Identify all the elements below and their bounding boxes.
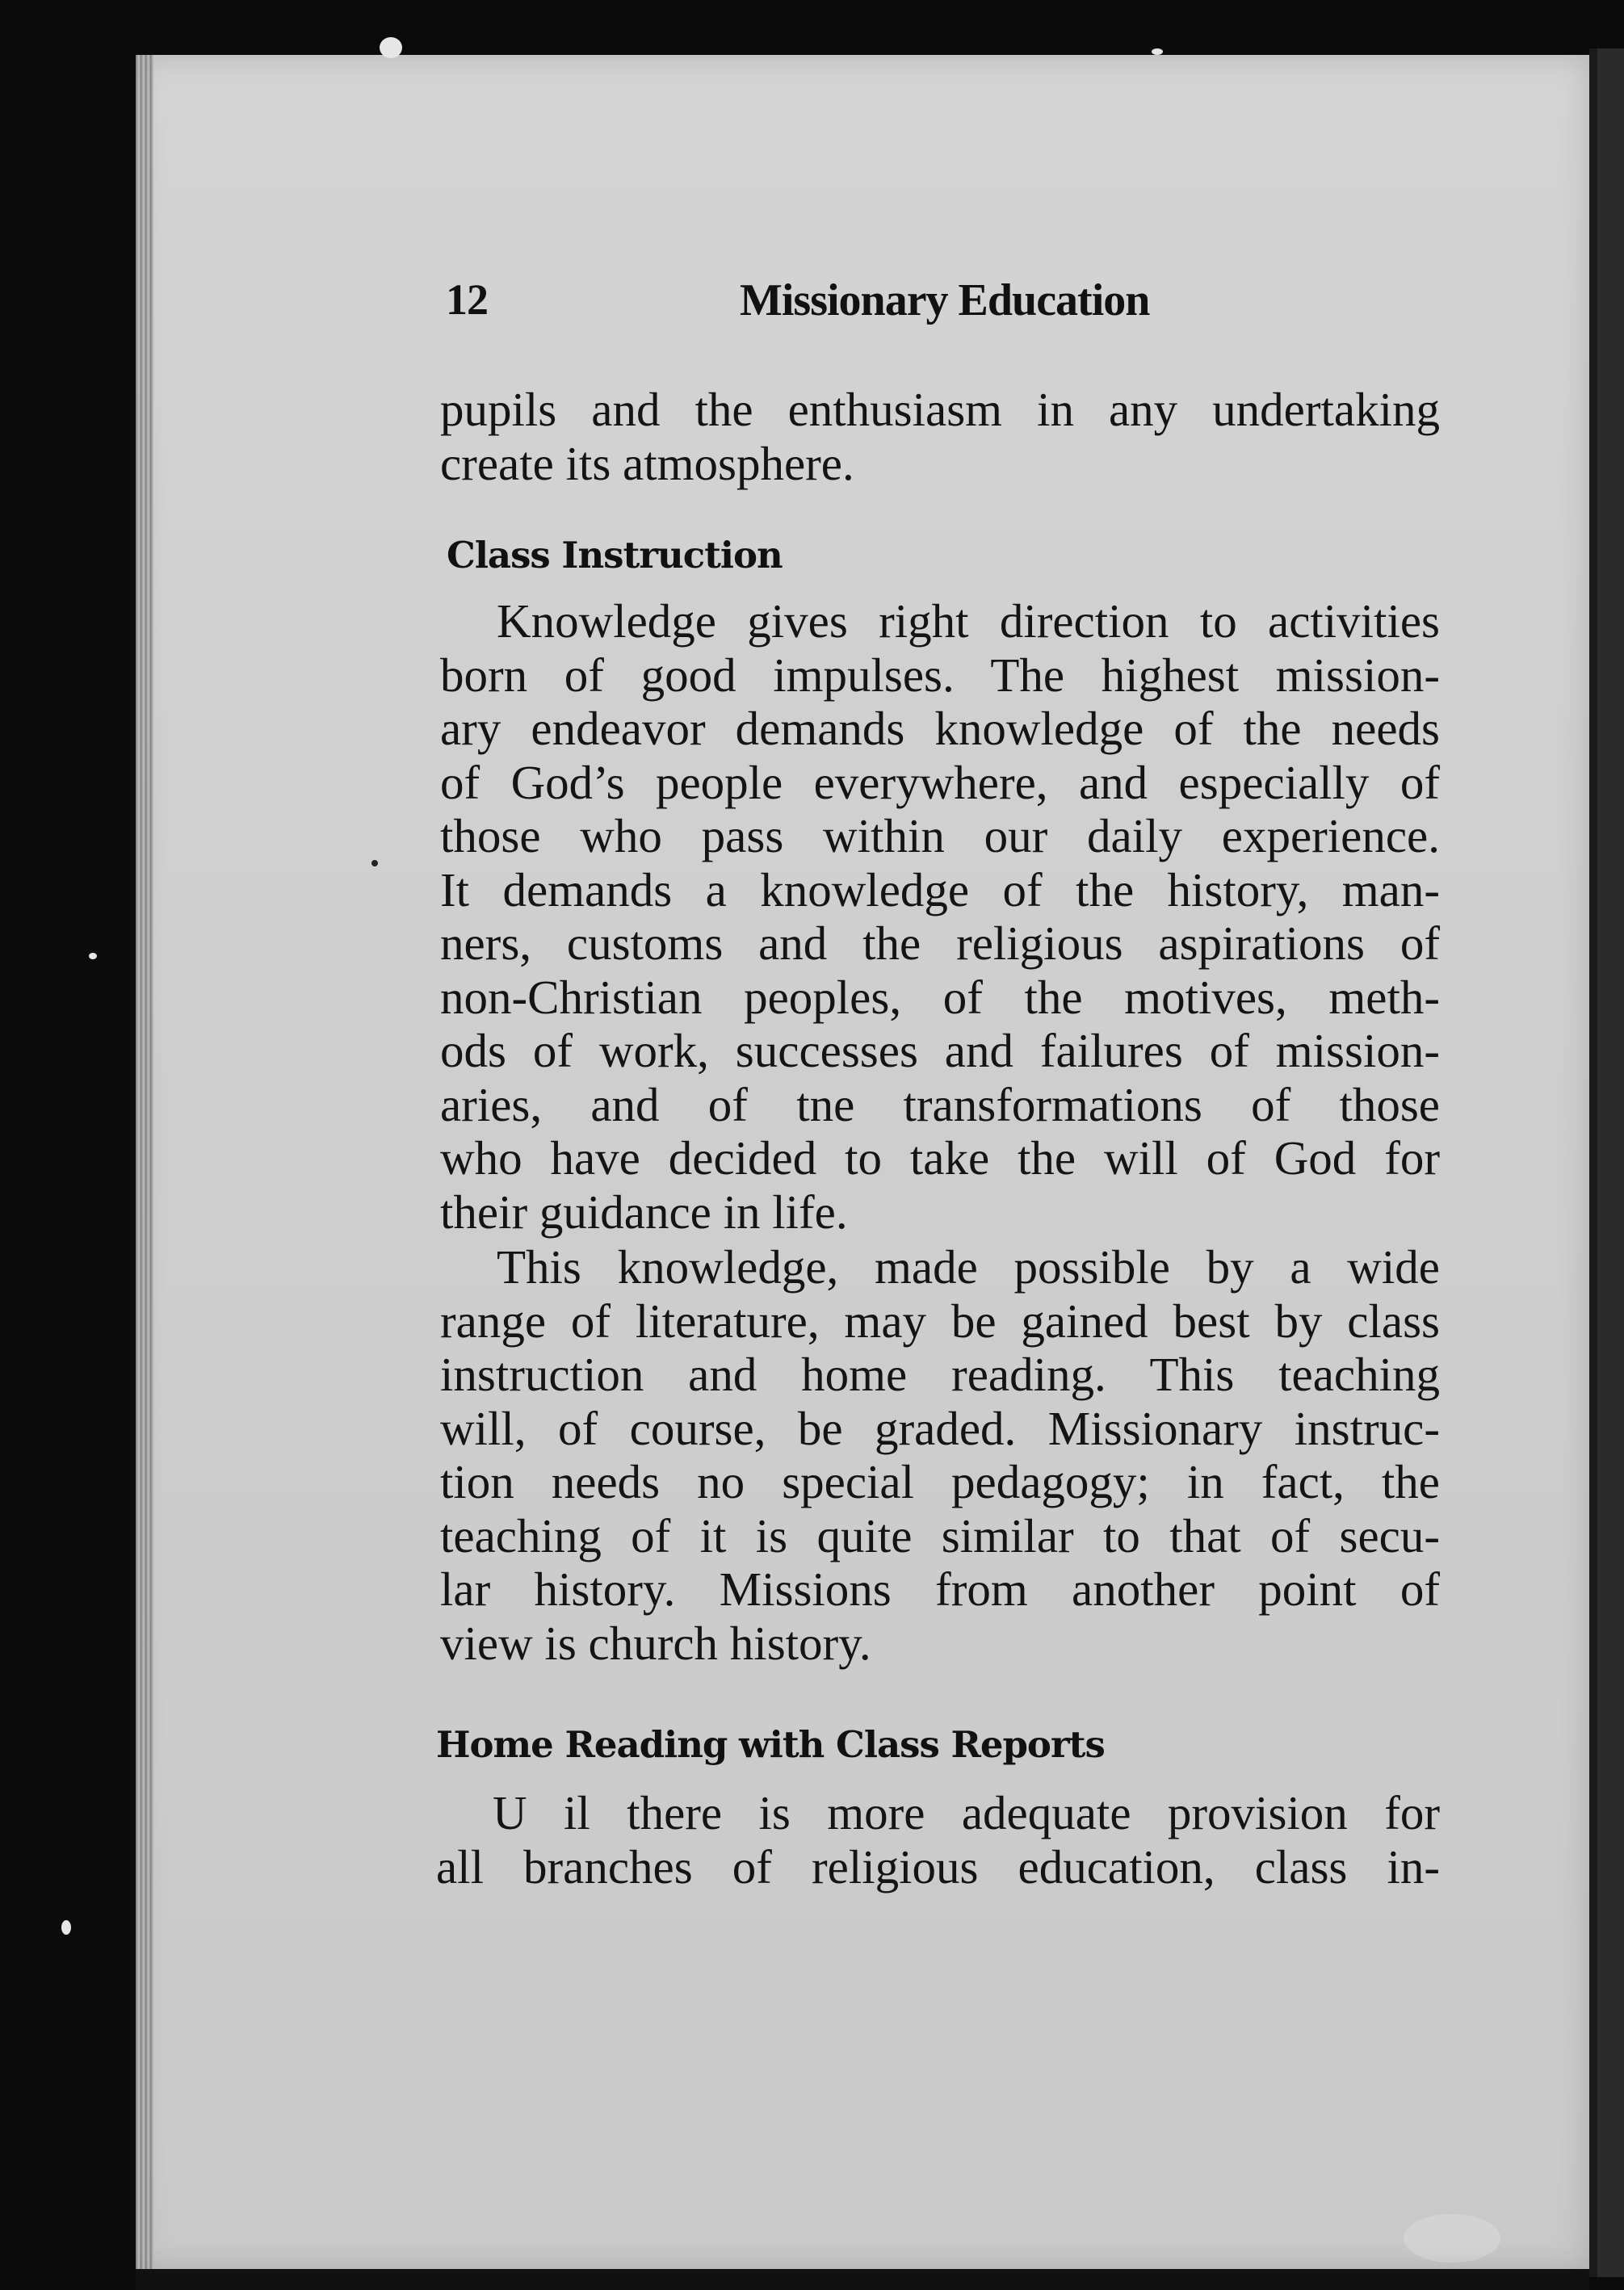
class-instruction-paragraph-1: [440, 594, 1440, 1239]
opening-paragraph: [440, 383, 1440, 490]
text-line: view is church history.: [440, 1616, 871, 1670]
section-heading-home-reading: Home Reading with Class Reports: [436, 1723, 1105, 1766]
text-line: ners, customs and the religious aspirations of: [440, 916, 1440, 970]
text-line: pupils and the enthusiasm in any undertaking: [440, 383, 1440, 436]
text-line: born of good impulses. The highest mission-: [440, 648, 1440, 702]
text-line: their guidance in life.: [440, 1185, 848, 1239]
scan-speck: [1152, 48, 1163, 55]
running-head: [446, 275, 1439, 339]
scan-speck: [380, 37, 402, 58]
text-line: of God’s people everywhere, and especially of: [440, 755, 1440, 809]
scan-speck: [371, 860, 378, 866]
bottom-edge: [136, 2269, 1589, 2290]
text-line: instruction and home reading. This teaching: [440, 1348, 1440, 1401]
text-line: create its atmosphere.: [440, 436, 854, 490]
text-line: ods of work, successes and failures of mission-: [440, 1024, 1440, 1077]
class-instruction-paragraph-2: [440, 1240, 1440, 1670]
home-reading-paragraph-1: [436, 1786, 1440, 1894]
text-line: those who pass within our daily experience.: [440, 809, 1440, 862]
text-line: It demands a knowledge of the history, man-: [440, 862, 1440, 916]
text-line: This knowledge, made possible by a wide: [497, 1240, 1440, 1294]
facing-page-edge: [1597, 48, 1624, 2277]
text-line: teaching of it is quite similar to that of secu-: [440, 1508, 1440, 1562]
text-line: who have decided to take the will of God for: [440, 1131, 1440, 1185]
text-line: U il there is more adequate provision for: [493, 1786, 1440, 1839]
text-line: ary endeavor demands knowledge of the needs: [440, 702, 1440, 755]
text-line: all branches of religious education, class in-: [436, 1839, 1440, 1894]
scan-speck: [1404, 2214, 1500, 2263]
scan-speck: [61, 1920, 71, 1935]
text-line: will, of course, be graded. Missionary instruc-: [440, 1401, 1440, 1455]
page-edge-stack: [136, 55, 153, 2269]
text-line: lar history. Missions from another point of: [440, 1562, 1440, 1616]
text-line: aries, and of tne transformations of those: [440, 1077, 1440, 1131]
text-line: tion needs no special pedagogy; in fact, the: [440, 1455, 1440, 1508]
gutter-shadow: [1589, 48, 1597, 2277]
section-heading-class-instruction: Class Instruction: [447, 534, 783, 577]
text-line: non-Christian peoples, of the motives, meth-: [440, 970, 1440, 1024]
text-line: Knowledge gives right direction to activities: [497, 594, 1440, 648]
page-number: 12: [446, 275, 488, 324]
text-line: range of literature, may be gained best by class: [440, 1294, 1440, 1348]
scan-speck: [89, 953, 97, 959]
running-head-title: Missionary Education: [740, 275, 1150, 325]
